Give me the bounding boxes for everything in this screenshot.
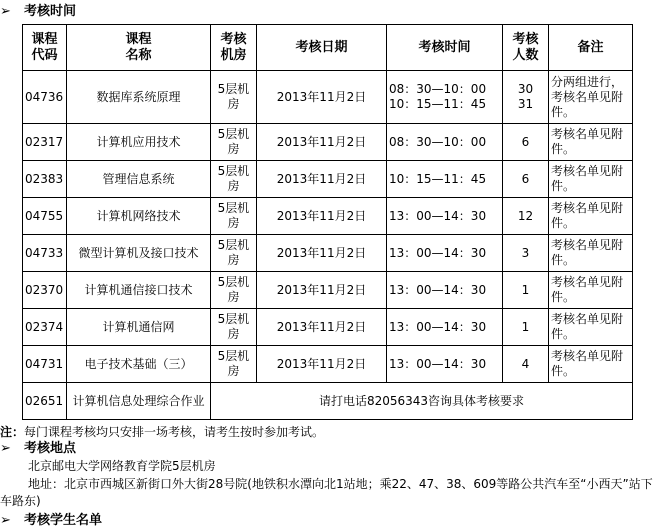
cell-exam-room: 5层机房 bbox=[211, 235, 257, 272]
cell-exam-count bbox=[503, 309, 549, 346]
cell-course-name: 计算机通信网 bbox=[67, 309, 211, 346]
cell-course-name: 电子技术基础（三） bbox=[67, 346, 211, 383]
cell-exam-count bbox=[503, 198, 549, 235]
section-title: 考核时间 bbox=[24, 4, 77, 19]
cell-course-code: 04731 bbox=[23, 346, 67, 383]
bullet-arrow-icon: ➢ bbox=[0, 4, 11, 19]
cell-exam-time bbox=[387, 235, 503, 272]
cell-exam-time bbox=[387, 124, 503, 161]
table-row bbox=[23, 198, 633, 235]
cell-course-code: 02317 bbox=[23, 124, 67, 161]
cell-exam-time bbox=[387, 272, 503, 309]
section-title: 考核地点 bbox=[24, 441, 77, 456]
cell-exam-time bbox=[387, 161, 503, 198]
cell-course-code: 04755 bbox=[23, 198, 67, 235]
cell-exam-time bbox=[387, 71, 503, 124]
header-course-name: 课程 名称 bbox=[67, 25, 211, 71]
cell-remarks: 考核名单见附件。 bbox=[549, 161, 633, 198]
table-row bbox=[23, 272, 633, 309]
section-title: 考核学生名单 bbox=[24, 513, 103, 528]
time-slot: 13：00—14：30 bbox=[389, 208, 487, 223]
cell-exam-room: 5层机房 bbox=[211, 124, 257, 161]
table-row bbox=[23, 124, 633, 161]
cell-exam-date: 2013年11月2日 bbox=[257, 309, 387, 346]
section-heading-exam-location bbox=[0, 441, 76, 457]
cell-course-code: 02374 bbox=[23, 309, 67, 346]
table-row bbox=[23, 235, 633, 272]
section-heading-student-list bbox=[0, 513, 102, 529]
cell-exam-date: 2013年11月2日 bbox=[257, 161, 387, 198]
time-slot: 08：30—10：00 bbox=[389, 134, 487, 149]
time-slot: 13：00—14：30 bbox=[389, 356, 487, 371]
cell-course-code: 02383 bbox=[23, 161, 67, 198]
time-slot: 13：00—14：30 bbox=[389, 282, 487, 297]
cell-remarks: 考核名单见附件。 bbox=[549, 309, 633, 346]
section-heading-exam-time bbox=[0, 4, 76, 20]
cell-course-name: 管理信息系统 bbox=[67, 161, 211, 198]
table-header-row bbox=[23, 25, 633, 71]
footnote-label: 注： bbox=[0, 425, 25, 439]
location-address: 地址：北京市西城区新街口外大街28号院(地铁积水潭向北1站地；乘22、47、38、609等路公共汽车至“小西天”站下车路东) bbox=[0, 477, 653, 508]
count-value: 31 bbox=[517, 97, 534, 111]
cell-course-name: 计算机网络技术 bbox=[67, 198, 211, 235]
cell-course-name: 计算机通信接口技术 bbox=[67, 272, 211, 309]
cell-course-name: 计算机应用技术 bbox=[67, 124, 211, 161]
header-course-code: 课程 代码 bbox=[23, 25, 67, 71]
table-row bbox=[23, 161, 633, 198]
cell-exam-count bbox=[503, 124, 549, 161]
cell-exam-date: 2013年11月2日 bbox=[257, 198, 387, 235]
count-value: 1 bbox=[521, 319, 530, 334]
cell-exam-count bbox=[503, 272, 549, 309]
cell-exam-time bbox=[387, 309, 503, 346]
cell-course-name: 计算机信息处理综合作业 bbox=[67, 383, 211, 420]
time-slot: 13：00—14：30 bbox=[389, 245, 487, 260]
time-slot: 13：00—14：30 bbox=[389, 319, 487, 334]
bullet-arrow-icon: ➢ bbox=[0, 513, 11, 528]
cell-exam-count bbox=[503, 161, 549, 198]
cell-exam-count bbox=[503, 71, 549, 124]
cell-exam-time bbox=[387, 346, 503, 383]
cell-exam-room: 5层机房 bbox=[211, 198, 257, 235]
count-value: 30 bbox=[517, 82, 534, 96]
cell-exam-room: 5层机房 bbox=[211, 71, 257, 124]
count-value: 4 bbox=[521, 356, 530, 371]
cell-exam-room: 5层机房 bbox=[211, 161, 257, 198]
cell-exam-date: 2013年11月2日 bbox=[257, 124, 387, 161]
cell-remarks: 考核名单见附件。 bbox=[549, 272, 633, 309]
cell-course-code: 02651 bbox=[23, 383, 67, 420]
cell-course-name: 数据库系统原理 bbox=[67, 71, 211, 124]
header-remarks: 备注 bbox=[549, 25, 633, 71]
cell-course-code: 04733 bbox=[23, 235, 67, 272]
cell-course-code: 02370 bbox=[23, 272, 67, 309]
count-value: 6 bbox=[521, 134, 530, 149]
table-row-last bbox=[23, 383, 633, 420]
exam-schedule-table bbox=[22, 24, 633, 420]
header-exam-count: 考核 人数 bbox=[503, 25, 549, 71]
footnote-text: 每门课程考核均只安排一场考核，请考生按时参加考试。 bbox=[24, 425, 325, 439]
cell-exam-room: 5层机房 bbox=[211, 272, 257, 309]
location-name: 北京邮电大学网络教育学院5层机房 bbox=[28, 459, 216, 473]
count-value: 12 bbox=[517, 208, 534, 223]
cell-remarks: 考核名单见附件。 bbox=[549, 235, 633, 272]
cell-exam-date: 2013年11月2日 bbox=[257, 71, 387, 124]
count-value: 1 bbox=[521, 282, 530, 297]
time-slot: 08：30—10：00 bbox=[389, 82, 487, 96]
cell-exam-count bbox=[503, 346, 549, 383]
cell-exam-date: 2013年11月2日 bbox=[257, 235, 387, 272]
table-row bbox=[23, 309, 633, 346]
cell-exam-date: 2013年11月2日 bbox=[257, 272, 387, 309]
cell-contact-info: 请打电话82056343咨询具体考核要求 bbox=[211, 383, 633, 420]
table-row bbox=[23, 346, 633, 383]
cell-course-code: 04736 bbox=[23, 71, 67, 124]
cell-remarks: 考核名单见附件。 bbox=[549, 124, 633, 161]
time-slot: 10：15—11：45 bbox=[389, 171, 487, 186]
cell-exam-room: 5层机房 bbox=[211, 309, 257, 346]
count-value: 6 bbox=[521, 171, 530, 186]
cell-exam-date: 2013年11月2日 bbox=[257, 346, 387, 383]
bullet-arrow-icon: ➢ bbox=[0, 441, 11, 456]
cell-remarks: 考核名单见附件。 bbox=[549, 198, 633, 235]
cell-course-name: 微型计算机及接口技术 bbox=[67, 235, 211, 272]
table-row bbox=[23, 71, 633, 124]
cell-exam-time bbox=[387, 198, 503, 235]
cell-exam-count bbox=[503, 235, 549, 272]
time-slot: 10：15—11：45 bbox=[389, 97, 487, 111]
cell-remarks: 分两组进行，考核名单见附件。 bbox=[549, 71, 633, 124]
header-exam-room: 考核 机房 bbox=[211, 25, 257, 71]
header-exam-time: 考核时间 bbox=[387, 25, 503, 71]
count-value: 3 bbox=[521, 245, 530, 260]
cell-remarks: 考核名单见附件。 bbox=[549, 346, 633, 383]
footnote bbox=[0, 424, 324, 440]
cell-exam-room: 5层机房 bbox=[211, 346, 257, 383]
header-exam-date: 考核日期 bbox=[257, 25, 387, 71]
